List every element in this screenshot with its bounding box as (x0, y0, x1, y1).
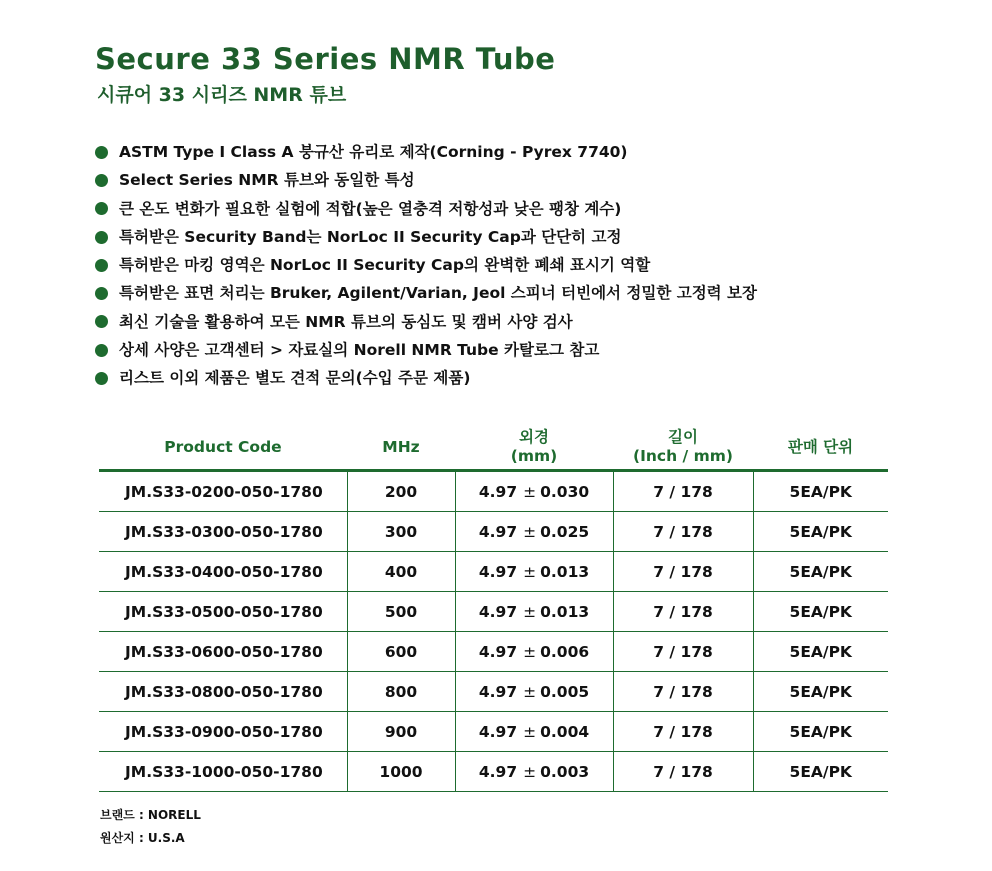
plus-minus: ± (523, 682, 537, 701)
feature-item (95, 279, 757, 307)
page-subtitle: 시큐어 33 시리즈 NMR 튜브 (97, 84, 347, 106)
table-row (99, 752, 888, 792)
cell-sales-unit: 5EA/PK (753, 752, 888, 792)
cell-product-code: JM.S33-1000-050-1780 (99, 752, 347, 792)
plus-minus: ± (523, 522, 537, 541)
bullet-icon (95, 287, 108, 300)
cell-sales-unit: 5EA/PK (753, 552, 888, 592)
cell-length: 7 / 178 (613, 552, 753, 592)
plus-minus: ± (523, 762, 537, 781)
header-outer-diameter (455, 425, 613, 471)
cell-mhz: 300 (347, 512, 455, 552)
cell-outer-diameter (455, 471, 613, 512)
header-od-label: 외경 (519, 428, 549, 446)
header-length (613, 425, 753, 471)
cell-sales-unit: 5EA/PK (753, 592, 888, 632)
feature-item (95, 223, 757, 251)
feature-text: 특허받은 Security Band는 NorLoc II Security Cap과 단단히 고정 (119, 227, 622, 246)
feature-item (95, 336, 757, 364)
bullet-icon (95, 259, 108, 272)
feature-text: 큰 온도 변화가 필요한 실험에 적합(높은 열충격 저항성과 낮은 팽창 계수) (119, 199, 622, 218)
cell-sales-unit: 5EA/PK (753, 471, 888, 512)
bullet-icon (95, 344, 108, 357)
cell-length: 7 / 178 (613, 512, 753, 552)
feature-text: 최신 기술을 활용하여 모든 NMR 튜브의 동심도 및 캠버 사양 검사 (119, 312, 573, 331)
table-row (99, 712, 888, 752)
table-row (99, 471, 888, 512)
cell-sales-unit: 5EA/PK (753, 632, 888, 672)
cell-outer-diameter (455, 552, 613, 592)
cell-length: 7 / 178 (613, 592, 753, 632)
cell-mhz: 600 (347, 632, 455, 672)
cell-product-code: JM.S33-0900-050-1780 (99, 712, 347, 752)
table-row (99, 632, 888, 672)
cell-product-code: JM.S33-0200-050-1780 (99, 471, 347, 512)
cell-outer-diameter (455, 592, 613, 632)
table-header-row (99, 425, 888, 471)
cell-outer-diameter (455, 672, 613, 712)
cell-length: 7 / 178 (613, 752, 753, 792)
header-length-label: 길이 (668, 428, 698, 446)
cell-product-code: JM.S33-0600-050-1780 (99, 632, 347, 672)
cell-mhz: 800 (347, 672, 455, 712)
cell-mhz: 900 (347, 712, 455, 752)
cell-length: 7 / 178 (613, 672, 753, 712)
cell-sales-unit: 5EA/PK (753, 672, 888, 712)
feature-text: ASTM Type I Class A 붕규산 유리로 제작(Corning - Pyrex 7740) (119, 143, 628, 161)
cell-outer-diameter (455, 512, 613, 552)
feature-item (95, 308, 757, 336)
header-od-unit: (mm) (510, 447, 558, 465)
cell-mhz: 1000 (347, 752, 455, 792)
od-tolerance: 0.025 (540, 522, 590, 541)
od-value: 4.97 (478, 482, 518, 501)
bullet-icon (95, 231, 108, 244)
bullet-icon (95, 202, 108, 215)
page-title: Secure 33 Series NMR Tube (95, 42, 556, 76)
od-tolerance: 0.030 (540, 482, 590, 501)
feature-text: Select Series NMR 튜브와 동일한 특성 (119, 171, 415, 190)
cell-sales-unit: 5EA/PK (753, 512, 888, 552)
cell-product-code: JM.S33-0300-050-1780 (99, 512, 347, 552)
cell-outer-diameter (455, 752, 613, 792)
od-tolerance: 0.003 (540, 762, 590, 781)
plus-minus: ± (523, 482, 537, 501)
origin-line: 원산지 : U.S.A (100, 831, 185, 845)
plus-minus: ± (523, 642, 537, 661)
header-product-code: Product Code (99, 425, 347, 471)
od-tolerance: 0.013 (540, 602, 590, 621)
plus-minus: ± (523, 562, 537, 581)
plus-minus: ± (523, 602, 537, 621)
bullet-icon (95, 174, 108, 187)
cell-product-code: JM.S33-0400-050-1780 (99, 552, 347, 592)
cell-length: 7 / 178 (613, 712, 753, 752)
bullet-icon (95, 315, 108, 328)
product-table (99, 425, 888, 792)
feature-text: 특허받은 마킹 영역은 NorLoc II Security Cap의 완벽한 폐쇄 표시기 역할 (119, 256, 651, 275)
od-value: 4.97 (478, 682, 518, 701)
bullet-icon (95, 146, 108, 159)
header-sales-unit: 판매 단위 (753, 425, 888, 471)
feature-text: 특허받은 표면 처리는 Bruker, Agilent/Varian, Jeol 스피너 터빈에서 정밀한 고정력 보장 (119, 284, 757, 303)
feature-item (95, 138, 757, 166)
od-value: 4.97 (478, 562, 518, 581)
table-row (99, 672, 888, 712)
cell-outer-diameter (455, 712, 613, 752)
table-row (99, 592, 888, 632)
feature-item (95, 166, 757, 194)
od-tolerance: 0.006 (540, 642, 590, 661)
od-value: 4.97 (478, 722, 518, 741)
brand-line: 브랜드 : NORELL (100, 808, 201, 822)
cell-mhz: 400 (347, 552, 455, 592)
od-tolerance: 0.004 (540, 722, 590, 741)
cell-product-code: JM.S33-0500-050-1780 (99, 592, 347, 632)
footer-info (100, 804, 201, 850)
od-value: 4.97 (478, 762, 518, 781)
cell-sales-unit: 5EA/PK (753, 712, 888, 752)
feature-text: 상세 사양은 고객센터 > 자료실의 Norell NMR Tube 카탈로그 참고 (119, 341, 600, 360)
feature-list (95, 138, 757, 393)
plus-minus: ± (523, 722, 537, 741)
cell-mhz: 500 (347, 592, 455, 632)
feature-text: 리스트 이외 제품은 별도 견적 문의(수입 주문 제품) (119, 369, 471, 388)
cell-mhz: 200 (347, 471, 455, 512)
bullet-icon (95, 372, 108, 385)
feature-item (95, 251, 757, 279)
feature-item (95, 364, 757, 392)
header-mhz: MHz (347, 425, 455, 471)
cell-product-code: JM.S33-0800-050-1780 (99, 672, 347, 712)
header-length-unit: (Inch / mm) (633, 447, 733, 465)
od-value: 4.97 (478, 602, 518, 621)
od-tolerance: 0.013 (540, 562, 590, 581)
feature-item (95, 195, 757, 223)
od-value: 4.97 (478, 642, 518, 661)
od-value: 4.97 (478, 522, 518, 541)
table-row (99, 552, 888, 592)
cell-length: 7 / 178 (613, 632, 753, 672)
table-row (99, 512, 888, 552)
od-tolerance: 0.005 (540, 682, 590, 701)
cell-outer-diameter (455, 632, 613, 672)
cell-length: 7 / 178 (613, 471, 753, 512)
